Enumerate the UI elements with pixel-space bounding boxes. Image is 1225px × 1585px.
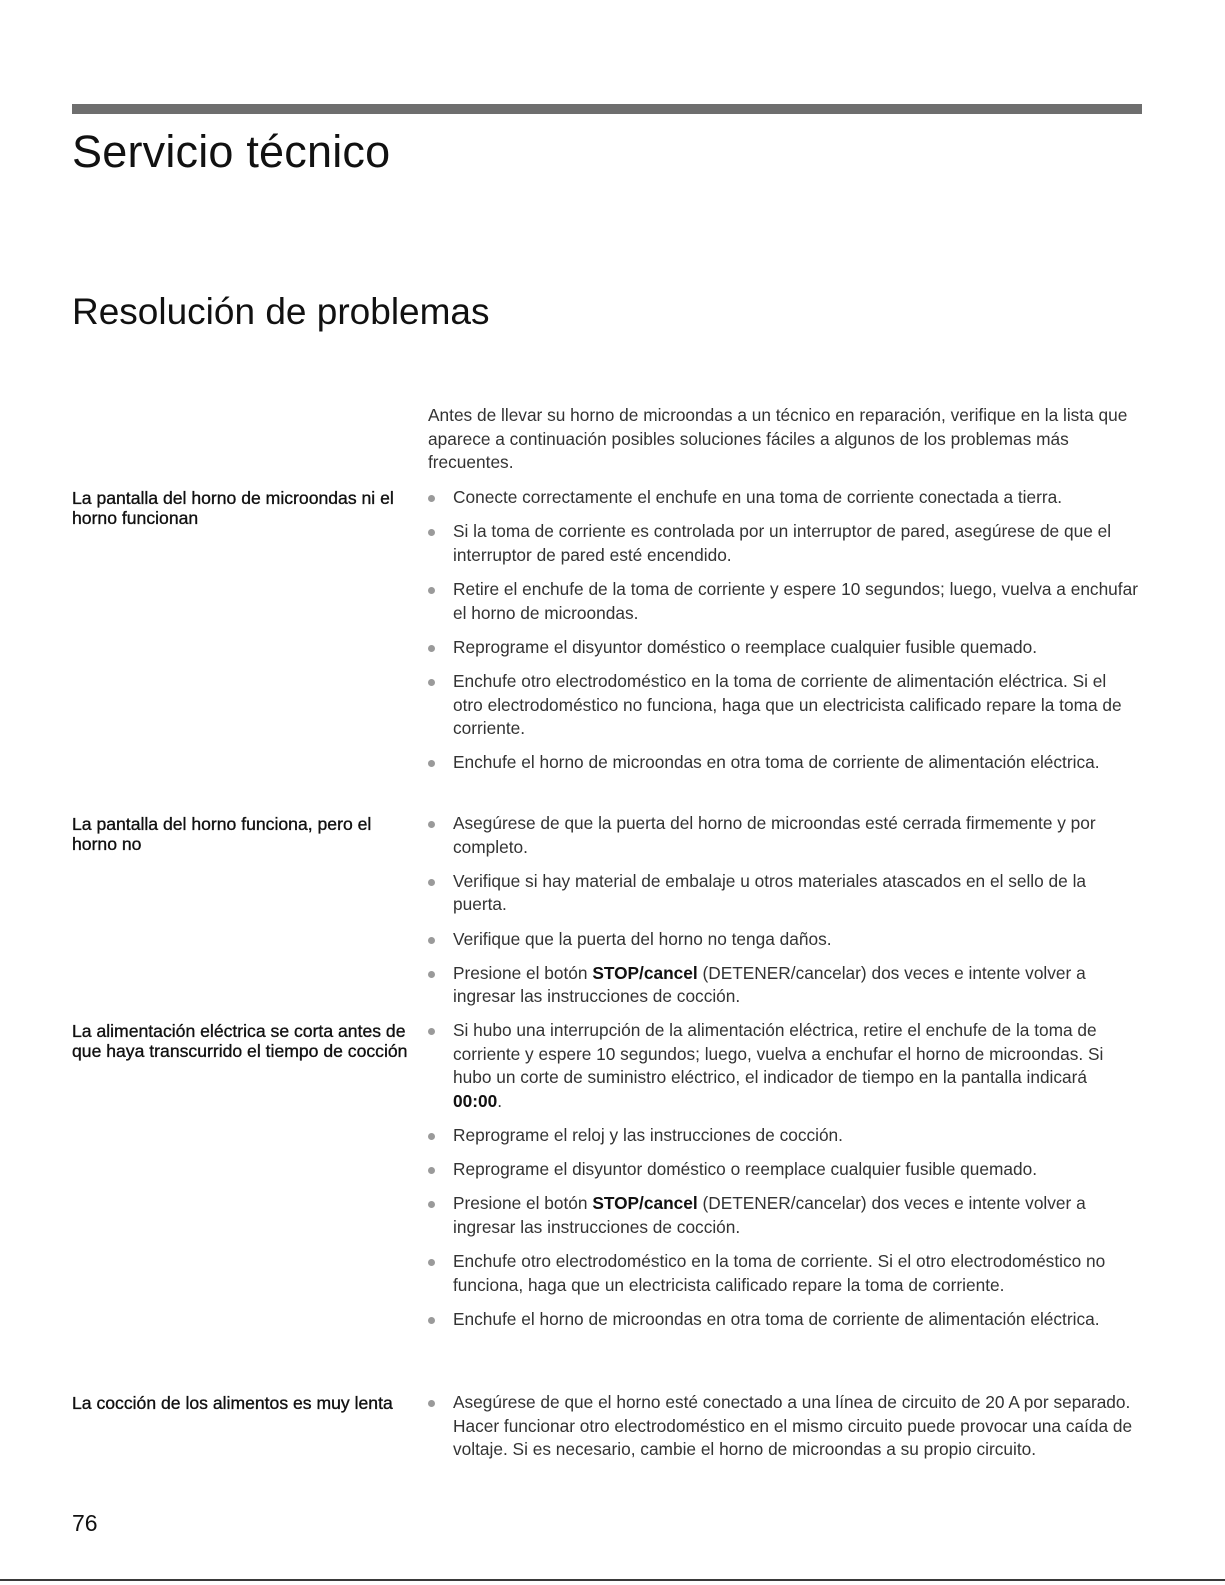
solution-text: Reprograme el disyuntor doméstico o reemplace cualquier fusible quemado. (453, 636, 1038, 657)
bottom-rule (0, 1579, 1225, 1581)
problem-title: La alimentación eléctrica se corta antes de que haya transcurrido el tiempo de cocción (72, 1021, 408, 1061)
bullet-icon (428, 1317, 435, 1324)
page-number: 76 (72, 1510, 98, 1536)
solution-item (428, 751, 1140, 775)
solution-item (428, 928, 1140, 952)
bullet-icon (428, 937, 435, 944)
solution-text: Verifique si hay material de embalaje u otros materiales atascados en el sello de la puerta. (453, 870, 1087, 915)
solution-item (428, 962, 1140, 1009)
solution-text: Enchufe el horno de microondas en otra toma de corriente de alimentación eléctrica. (453, 752, 1100, 773)
bullet-icon (428, 1259, 435, 1266)
solution-text: (DETENER/cancelar) dos veces e intente volver a ingresar las instrucciones de cocción. (453, 1193, 1086, 1237)
solution-item (428, 870, 1140, 917)
solution-item (428, 1391, 1140, 1462)
solution-item (428, 670, 1140, 741)
solution-text: (DETENER/cancelar) dos veces e intente volver a ingresar las instrucciones de cocción. (453, 962, 1086, 1007)
solution-text: Si hubo una interrupción de la alimentación eléctrica, retire el enchufe de la toma de corriente y espere 10 segundos; luego, vuelva a enchufar el horno de microondas. Si hubo un corte de suministro eléctrico, el indicador de tiempo en la pantalla indicará (453, 1020, 1104, 1088)
solution-list (428, 812, 1140, 1020)
bullet-icon (428, 879, 435, 886)
problem-title: La pantalla del horno funciona, pero el horno no (72, 814, 372, 854)
solution-list (428, 1391, 1140, 1472)
solution-text: Reprograme el reloj y las instrucciones de cocción. (453, 1124, 843, 1145)
problem-title: La cocción de los alimentos es muy lenta (72, 1393, 393, 1413)
bullet-icon (428, 821, 435, 828)
bullet-icon (428, 1028, 435, 1035)
bullet-icon (428, 971, 435, 978)
section-title: Resolución de problemas (72, 291, 490, 332)
solution-item (428, 486, 1140, 510)
solution-text: Enchufe el horno de microondas en otra toma de corriente de alimentación eléctrica. (453, 1308, 1100, 1329)
solution-item (428, 1019, 1140, 1113)
solution-list (428, 486, 1140, 786)
bullet-icon (428, 1133, 435, 1140)
emphasized-text: 00:00 (453, 1090, 498, 1111)
bullet-icon (428, 645, 435, 652)
solution-text: Presione el botón (453, 962, 593, 983)
bullet-icon (428, 1201, 435, 1208)
top-rule (72, 104, 1142, 114)
solution-item (428, 1192, 1140, 1239)
solution-text: Presione el botón (453, 1193, 593, 1214)
bullet-icon (428, 529, 435, 536)
solution-text: Asegúrese de que el horno esté conectado a una línea de circuito de 20 A por separado. Hacer funcionar otro electrodoméstico en el mismo circuito puede provocar una caída de voltaje. Si es necesario, cambie el horno de microondas a su propio circuito. (453, 1392, 1133, 1460)
solution-item (428, 1158, 1140, 1182)
solution-text: Si la toma de corriente es controlada por un interruptor de pared, asegúrese de que el interruptor de pared esté encendido. (453, 521, 1112, 565)
solution-text: Retire el enchufe de la toma de corriente y espere 10 segundos; luego, vuelva a enchufar el horno de microondas. (453, 578, 1138, 623)
problem-title: La pantalla del horno de microondas ni el horno funcionan (72, 488, 394, 528)
solution-text: Verifique que la puerta del horno no tenga daños. (453, 928, 832, 949)
emphasized-text: STOP/cancel (592, 962, 698, 983)
solution-item (428, 520, 1140, 567)
emphasized-text: STOP/cancel (592, 1193, 698, 1214)
solution-item (428, 578, 1140, 625)
solution-text: Enchufe otro electrodoméstico en la toma de corriente de alimentación eléctrica. Si el otro electrodoméstico no funciona, haga que un electricista calificado repare la toma de corriente. (453, 670, 1122, 739)
solution-text: Reprograme el disyuntor doméstico o reemplace cualquier fusible quemado. (453, 1159, 1038, 1180)
solution-item (428, 636, 1140, 660)
bullet-icon (428, 495, 435, 502)
bullet-icon (428, 587, 435, 594)
bullet-icon (428, 760, 435, 767)
solution-text: Asegúrese de que la puerta del horno de microondas esté cerrada firmemente y por completo. (453, 813, 1096, 857)
solution-text: Conecte correctamente el enchufe en una toma de corriente conectada a tierra. (453, 487, 1063, 507)
solution-list (428, 1019, 1140, 1342)
bullet-icon (428, 679, 435, 686)
solution-item (428, 1308, 1140, 1332)
solution-text: Enchufe otro electrodoméstico en la toma de corriente. Si el otro electrodoméstico no funciona, haga que un electricista calificado repare la toma de corriente. (453, 1251, 1106, 1295)
solution-item (428, 812, 1140, 859)
intro-paragraph: Antes de llevar su horno de microondas a un técnico en reparación, verifique en la lista que aparece a continuación posibles soluciones fáciles a algunos de los problemas más frecuentes. (428, 405, 1128, 473)
bullet-icon (428, 1400, 435, 1407)
bullet-icon (428, 1167, 435, 1174)
solution-text: . (497, 1090, 503, 1111)
chapter-title: Servicio técnico (72, 126, 391, 177)
solution-item (428, 1250, 1140, 1297)
solution-item (428, 1124, 1140, 1148)
